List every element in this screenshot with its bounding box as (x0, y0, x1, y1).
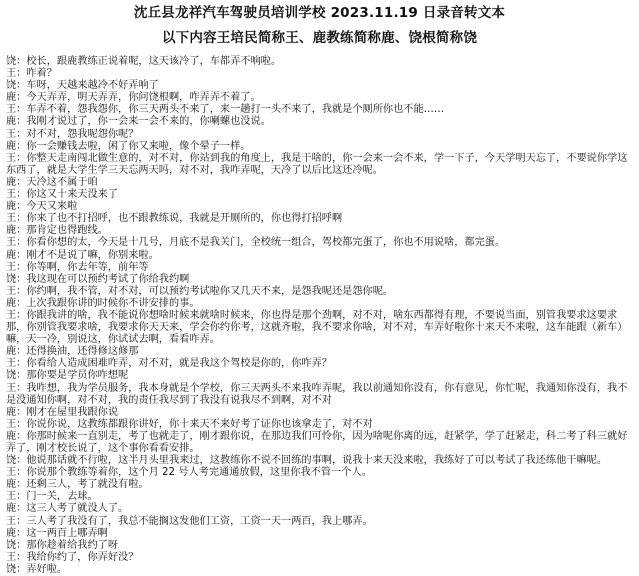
transcript-line: 王：三人考了我没有了，我总不能搁这发他们工资，工资一天一两百，我上哪弄。 (6, 515, 373, 527)
transcript-line: 饶：他说那话就不行啦，这半月头里我来过，这教练你不说不回练的事啊，说我十来天没来啦，我练好了可以考试了我还练他干嘛呢。 (6, 455, 608, 467)
transcript-line: 饶：校长，跟鹿教练正说着呢，这天该冷了，车都弄不响啦。 (6, 56, 282, 67)
transcript-line: 王：你整天走南闯北做生意的，对不对，你站到我的角度上，我是干啥的，你一会来一会不来，学一下子，今天学明天忘了，不要说你学这东西了，就是大学生学三天忘两天吗，对不对，我咋弄呢，天冷了以后比这还冷呢。 (6, 152, 628, 176)
transcript-body (6, 56, 633, 576)
transcript-line: 王：门一关，去球。 (6, 491, 98, 503)
transcript-line: 王：你等啊，你去年等，前年等 (6, 261, 149, 273)
transcript-line: 鹿：刚才在屋里我跟你说 (6, 406, 119, 418)
transcript-line: 饶：那你要是学员你咋想呢 (6, 370, 129, 382)
transcript-line: 王：你说那个教练等着你，这个月 22 号人考完通通放假，这里你我不管一个人。 (6, 467, 372, 479)
transcript-line: 饶：弄好啦。 (6, 563, 68, 575)
transcript-line: 王：你来了也不打招呼，也不跟教练说，我就是开厕所的，你也得打招呼啊 (6, 213, 343, 225)
transcript-line: 鹿：你那时候来一直别走，考了也就走了，刚才跟你说，在那边我们可怜你，因为啥呢你离的远，赶紧学，学了赶紧走，科二考了科三就好弄了，刚才校长说了，这个事你看看安排。 (6, 430, 628, 454)
transcript-line: 鹿：这一两百上哪弄啊 (6, 527, 108, 539)
transcript-line: 鹿：我刚才说过了，你一会来一会不来的，你喇螺也没说。 (6, 116, 271, 128)
transcript-line: 王：咋着？ (6, 68, 57, 80)
transcript-line: 鹿：刚才不是说了嘛，你别来啦。 (6, 249, 159, 261)
transcript-line: 鹿：今天又来啦 (6, 201, 78, 213)
document-title: 沈丘县龙祥汽车驾驶员培训学校 2023.11.19 日录音转文本 (133, 5, 506, 21)
transcript-line: 王：我给你约了，你弄好没？ (6, 551, 139, 563)
transcript-line: 王：车弄不着，怨我怨你，你三天两头不来了，来一趟打一头不来了，我就是个厕所你也不能…… (6, 104, 445, 116)
transcript-line: 王：你看你想的太，今天是十几号，月底不是我关门，全校统一组合，驾校都完蛋了，你也不用说啥，都完蛋。 (6, 237, 506, 249)
transcript-line: 王：你约啊，我不管，对不对，可以预约考试啦你又几天不来，是怨我呢还是怨你呢。 (6, 285, 394, 297)
transcript-line: 王：对不对，怨我呢怨你呢？ (6, 128, 139, 140)
transcript-line: 王：你跟我讲的啥，我不能说你想啥时候来就啥时候来，你也得是那个劲啊，对不对，啥东西都得有理，不要说当面，别管我要求这要求那，你别管我要求啥，我要求你天天来，学会你约你考，这就齐啦，我不要求你啥，对不对，车弄好啦你十来天不来啦，这车能跟（新车）嘛，天一冷，别说这，你试试去啊，看看咋弄。 (6, 309, 628, 346)
transcript-line: 鹿：那肯定也得跑线。 (6, 225, 108, 237)
transcript-line: 饶：我这现在可以预约考试了你给我约啊 (6, 273, 190, 285)
transcript-line: 鹿：还得换油，还得修这修那 (6, 346, 139, 358)
transcript-line: 鹿：这三人考了就没人了。 (6, 503, 129, 515)
transcript-line: 鹿：上次我跟你讲的时候你不讲安排的事。 (6, 297, 200, 309)
transcript-line: 王：我咋想，我为学员服务，我本身就是个学校，你三天两头不来我咋弄呢，我以前通知你没有，你有意见，你忙呢，我通知你没有，我不是没通知你啊，对不对，我的责任我尽到了我没有说我尽不到啊，对不对 (6, 382, 628, 406)
transcript-line: 王：你看给人造成困难咋弄，对不对，就是我这个驾校是你的，你咋弄？ (6, 358, 332, 370)
transcript-line: 鹿：还剩三人，考了就没有啦。 (6, 479, 149, 491)
transcript-line: 鹿：天冷这不属于咱 (6, 176, 98, 188)
document-subtitle: 以下内容王培民简称王、鹿教练简称鹿、饶根简称饶 (161, 30, 478, 46)
transcript-line: 王：你说你说，这教练都跟你讲好，你十来天不来好考了证你也该拿走了，对不对 (6, 418, 373, 430)
transcript-line: 鹿：你一会赚钱去啦，闲了你又来啦，像个晕子一样。 (6, 140, 251, 152)
transcript-line: 饶：车呀，天越来越冷不好弄响了 (6, 80, 159, 92)
transcript-line: 饶：那你趁着给我约了呀 (6, 539, 119, 551)
transcript-line: 鹿：今天弄弄，明天弄弄，你问饶根啊，咋弄弄不着了。 (6, 92, 261, 104)
transcript-line: 王：你这又十来天没来了 (6, 189, 119, 201)
